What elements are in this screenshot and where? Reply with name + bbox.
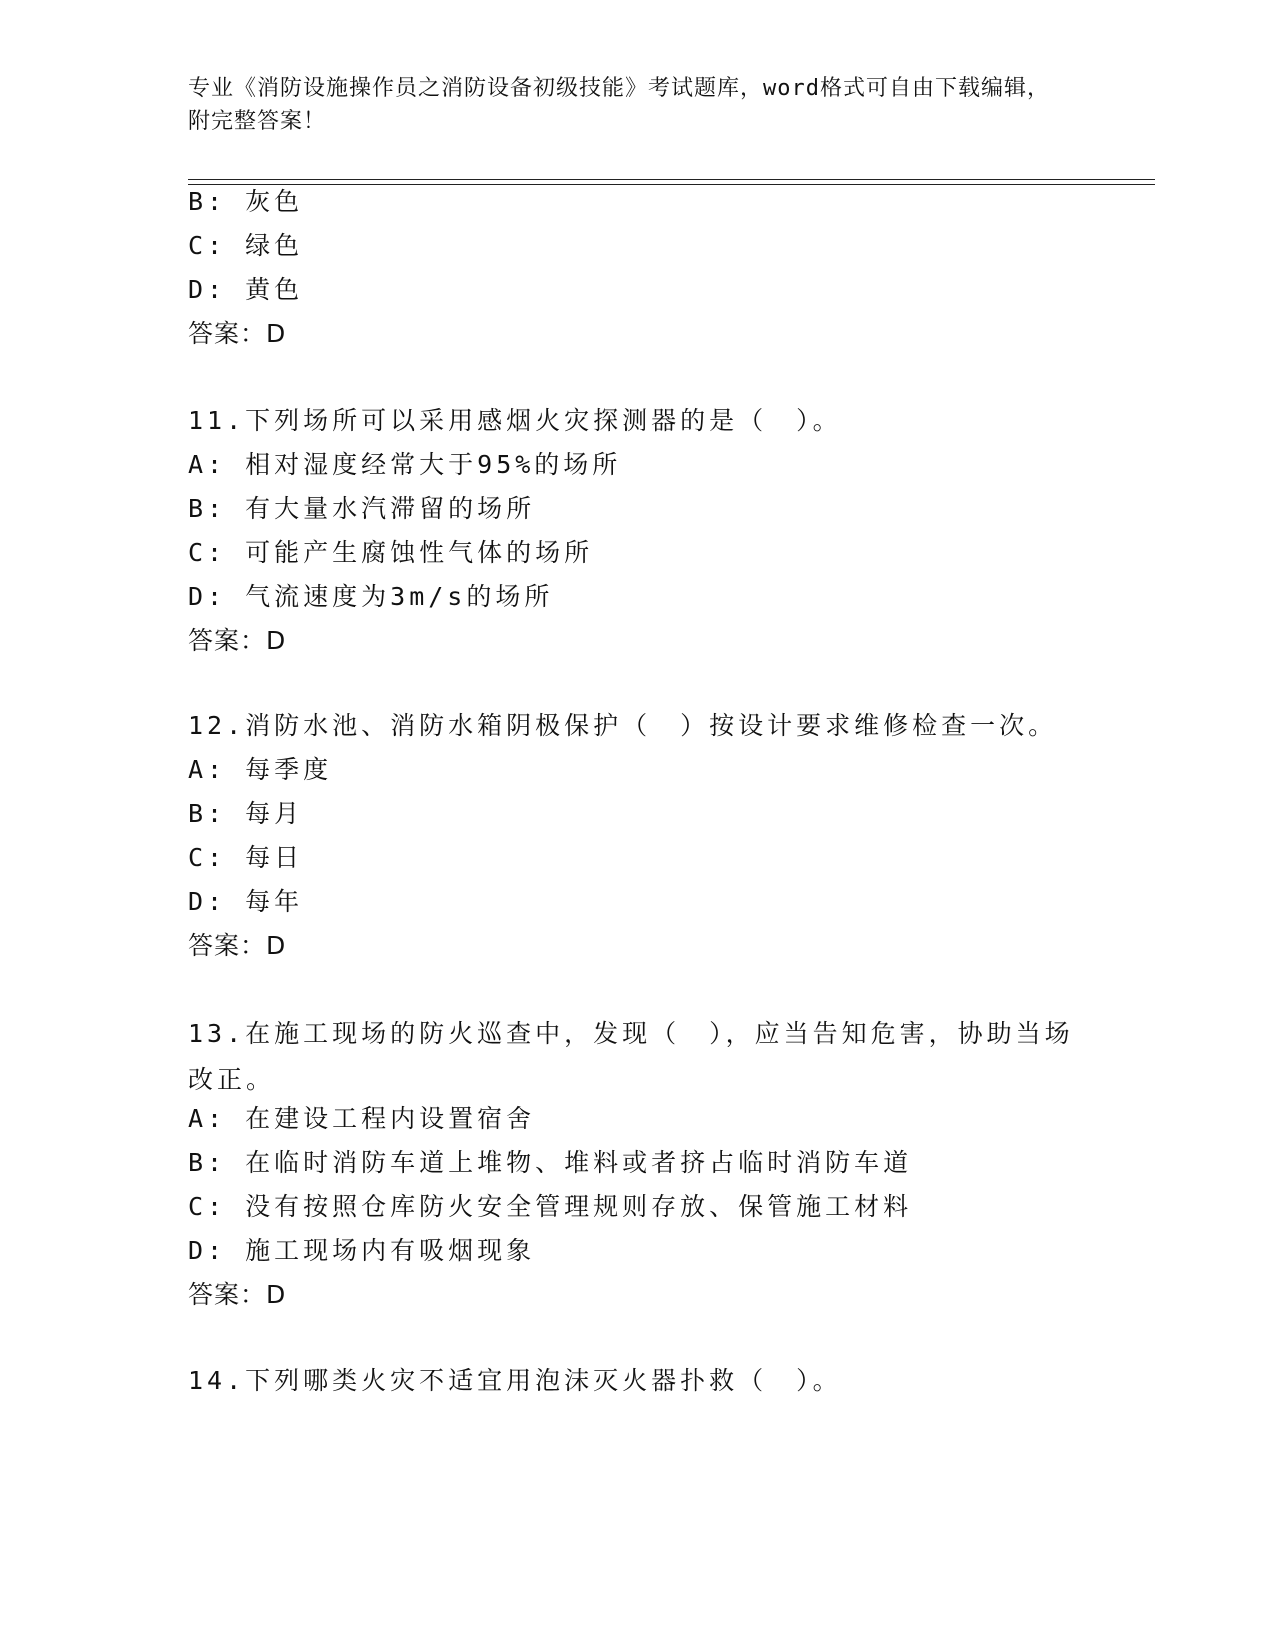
q11-option-b: B: 有大量水汽滞留的场所 [188, 494, 536, 523]
prev-option-c: C: 绿色 [188, 231, 304, 260]
prev-option-b: B: 灰色 [188, 187, 304, 216]
q12-option-c: C: 每日 [188, 843, 304, 872]
q11-stem: 11.下列场所可以采用感烟火灾探测器的是（ ）。 [188, 406, 842, 435]
q13-stem: 13.在施工现场的防火巡查中，发现（ ），应当告知危害，协助当场改正。 [188, 1019, 1074, 1094]
q13-option-b: B: 在临时消防车道上堆物、堆料或者挤占临时消防车道 [188, 1148, 913, 1177]
q12-option-b: B: 每月 [188, 799, 304, 828]
q11-answer: 答案：D [188, 626, 287, 655]
prev-option-d: D: 黄色 [188, 275, 304, 304]
q13-option-a: A: 在建设工程内设置宿舍 [188, 1104, 536, 1133]
q14-stem: 14.下列哪类火灾不适宜用泡沫灭火器扑救（ ）。 [188, 1366, 842, 1395]
q11-option-c: C: 可能产生腐蚀性气体的场所 [188, 538, 594, 567]
q13-option-c: C: 没有按照仓库防火安全管理规则存放、保管施工材料 [188, 1192, 913, 1221]
q13-option-d: D: 施工现场内有吸烟现象 [188, 1236, 536, 1265]
q12-answer: 答案：D [188, 931, 287, 960]
q12-option-a: A: 每季度 [188, 755, 333, 784]
q11-option-a: A: 相对湿度经常大于95%的场所 [188, 450, 622, 479]
header-divider-bottom [188, 184, 1155, 185]
q12-stem: 12.消防水池、消防水箱阴极保护（ ）按设计要求维修检查一次。 [188, 711, 1058, 740]
header-divider-top [188, 179, 1155, 180]
q11-option-d: D: 气流速度为3m/s的场所 [188, 582, 554, 611]
q12-option-d: D: 每年 [188, 887, 304, 916]
prev-answer: 答案：D [188, 319, 287, 348]
document-header: 专业《消防设施操作员之消防设备初级技能》考试题库，word格式可自由下载编辑，附完整答案！ [188, 76, 1050, 134]
q13-answer: 答案：D [188, 1280, 287, 1309]
